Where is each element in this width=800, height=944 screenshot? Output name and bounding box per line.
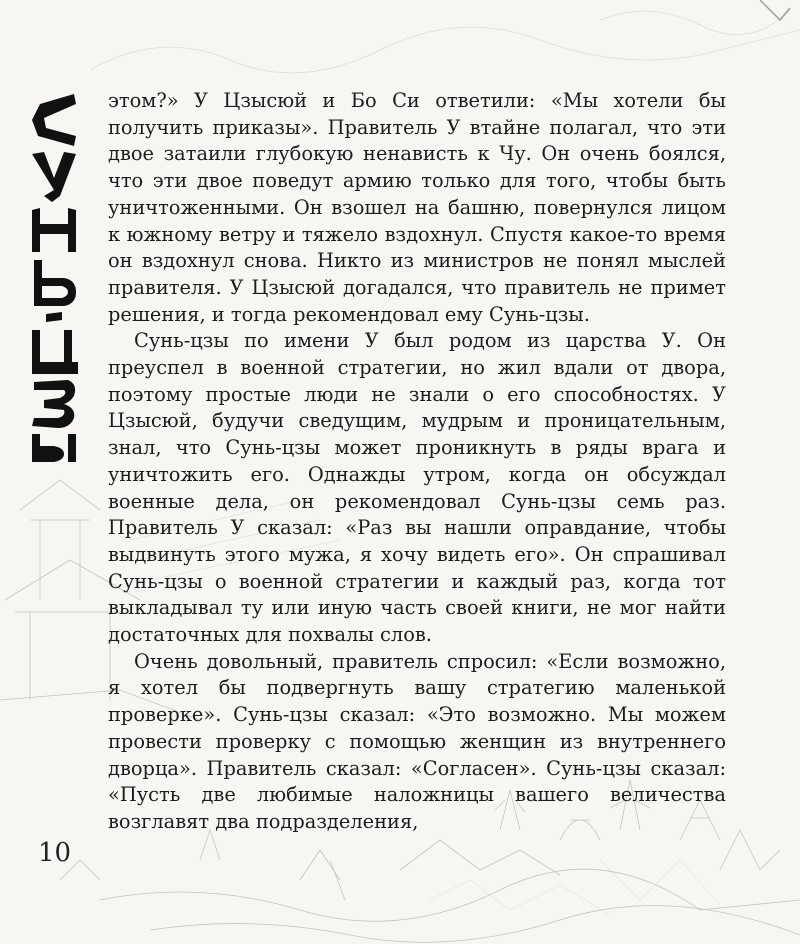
page-number: 10 bbox=[38, 838, 72, 868]
paragraph: Очень довольный, правитель спросил: «Если возможно, я хотел бы подвергнуть вашу стратегию маленькой проверке». Сунь-цзы сказал: «Это возможно. Мы можем провести проверку с помощью женщин из внутреннего дворца». Правитель сказал: «Согласен». Сунь-цзы сказал: «Пусть две любимые наложницы вашего величества возглавят два подразделения, bbox=[108, 649, 726, 833]
paragraph: этом?» У Цзысюй и Бо Си ответили: «Мы хотели бы получить приказы». Правитель У втайне полагал, что эти двое затаили глубокую ненависть к Чу. Он очень боялся, что эти двое поведут армию только для того, чтобы быть уничтоженными. Он взошел на башню, повернулся лицом к южному ветру и тяжело вздохнул. Спустя какое-то время он вздохнул снова. Никто из министров не понял мыслей правителя. У Цзысюй догадался, что правитель не примет решения, и тогда рекомендовал ему Сунь-цзы. bbox=[108, 89, 726, 326]
vertical-title-calligraphy bbox=[24, 92, 84, 462]
main-text-column bbox=[108, 88, 726, 836]
paragraph: Сунь-цзы по имени У был родом из царства У. Он преуспел в военной стратегии, но жил вдали от двора, поэтому простые люди не знали о его способностях. У Цзысюй, будучи сведущим, мудрым и проницательным, знал, что Сунь-цзы может проникнуть в ряды врага и уничтожить его. Однажды утром, когда он обсуждал военные дела, он рекомендовал Сунь-цзы семь раз. Правитель У сказал: «Раз вы нашли оправдание, чтобы выдвинуть этого мужа, я хочу видеть его». Он спрашивал Сунь-цзы о военной стратегии и каждый раз, когда тот выкладывал ту или иную часть своей книги, не мог найти достаточных для похвалы слов. bbox=[108, 329, 726, 647]
